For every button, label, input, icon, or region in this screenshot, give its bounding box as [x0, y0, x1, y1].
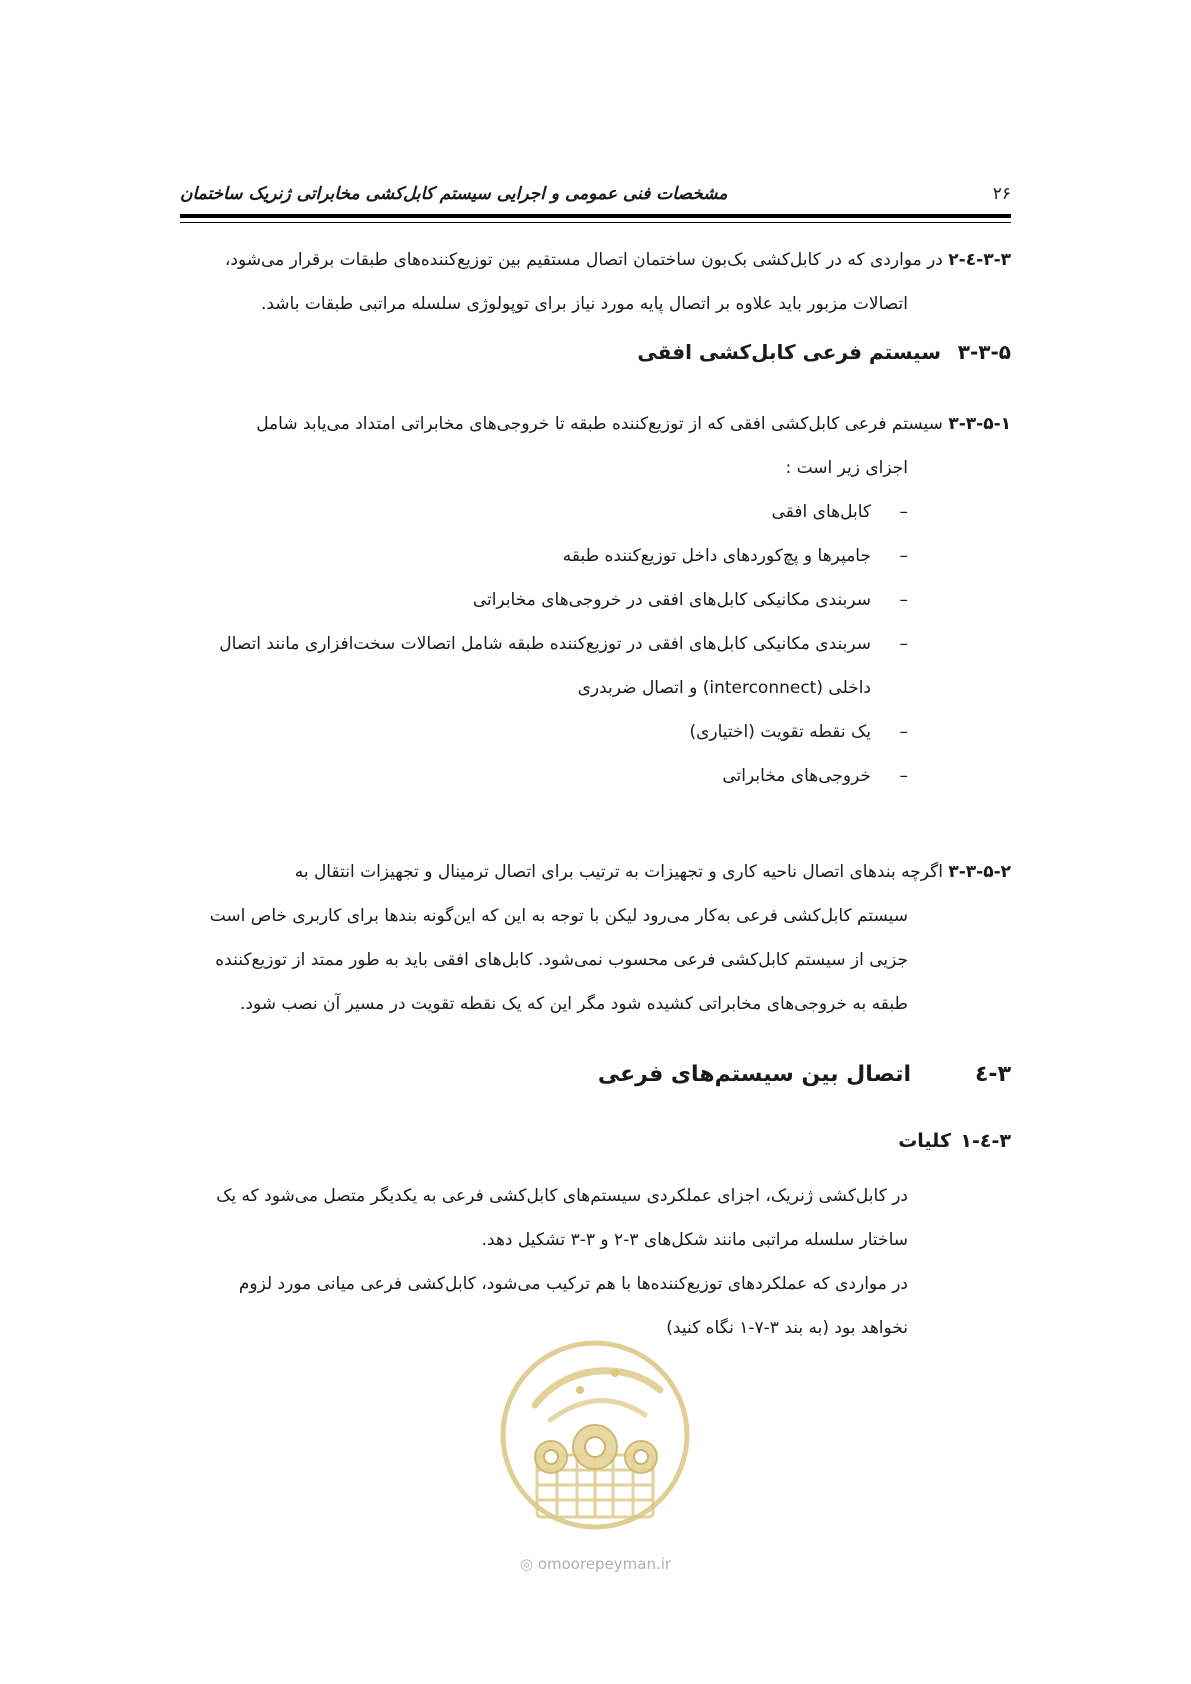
- dash-bullet: –: [899, 634, 908, 654]
- section-title: کلیات: [898, 1130, 951, 1152]
- list-item: [180, 490, 1011, 534]
- paragraph-general: [180, 1174, 908, 1350]
- paragraph-line: [180, 850, 1011, 894]
- paragraph-line: نخواهد بود (به بند ۳-۷-۱ نگاه کنید): [666, 1318, 908, 1338]
- paragraph-line: اتصالات مزبور باید علاوه بر اتصال پایه مورد نیاز برای توپولوژی سلسله مراتبی طبقات باشد.: [260, 294, 908, 314]
- list-item: [180, 754, 1011, 798]
- list-item-text: جامپرها و پچ‌کوردهای داخل توزیع‌کننده طبقه: [562, 546, 871, 566]
- list-item-text: سربندی مکانیکی کابل‌های افقی در خروجی‌های مخابراتی: [472, 590, 871, 610]
- page-header: [180, 184, 1011, 214]
- paragraph-text: سیستم فرعی کابل‌کشی افقی که از توزیع‌کننده طبقه تا خروجی‌های مخابراتی امتداد می‌یابد شامل: [256, 414, 949, 434]
- list-item: [180, 710, 1011, 754]
- watermark-logo: [495, 1335, 695, 1535]
- paragraph-line: اجزای زیر است :: [785, 458, 908, 478]
- list-item-text: داخلی (: [816, 678, 871, 698]
- paragraph-line: [180, 238, 1011, 282]
- list-item: [180, 622, 1011, 710]
- paragraph-3-3-4-2: [180, 238, 1011, 326]
- clause-number: ۳-۳-۵-۱: [948, 414, 1011, 434]
- paragraph-3-3-5-1: [180, 402, 1011, 798]
- list-item-text: خروجی‌های مخابراتی: [722, 766, 871, 786]
- list-item-text: سربندی مکانیکی کابل‌های افقی در توزیع‌کننده طبقه شامل اتصالات سخت‌افزاری مانند اتصال: [219, 634, 871, 654]
- paragraph-3-3-5-2: [180, 850, 1011, 1026]
- list-item-text: یک نقطه تقویت (اختیاری): [689, 722, 871, 742]
- section-number: ۳-٤: [974, 1062, 1011, 1087]
- running-title: مشخصات فنی عمومی و اجرایی سیستم کابل‌کشی مخابراتی ژنریک ساختمان: [180, 184, 728, 204]
- section-title: سیستم فرعی کابل‌کشی افقی: [637, 340, 941, 364]
- header-rule-thick: [180, 214, 1011, 218]
- section-number: ۳-۳-۵: [957, 340, 1011, 364]
- section-heading-3-4-1: [898, 1130, 1011, 1152]
- paragraph-line: سیستم کابل‌کشی فرعی به‌کار می‌رود لیکن با توجه به این که این‌گونه بندها برای کاربری خاص است: [209, 906, 908, 926]
- dash-bullet: –: [899, 590, 908, 610]
- list-item-text: ) و اتصال ضربدری: [577, 678, 710, 698]
- paragraph-line: طبقه به خروجی‌های مخابراتی کشیده شود مگر این که یک نقطه تقویت در مسیر آن نصب شود.: [239, 994, 908, 1014]
- watermark-site: [0, 1555, 1191, 1573]
- dash-bullet: –: [899, 546, 908, 566]
- english-term: interconnect: [709, 678, 817, 698]
- list-item: [180, 534, 1011, 578]
- list-item-text: کابل‌های افقی: [771, 502, 871, 522]
- paragraph-line: [180, 402, 1011, 446]
- paragraph-line: در کابل‌کشی ژنریک، اجزای عملکردی سیستم‌های کابل‌کشی فرعی به یکدیگر متصل می‌شود که یک: [216, 1186, 908, 1206]
- paragraph-text: در مواردی که در کابل‌کشی بک‌بون ساختمان اتصال مستقیم بین توزیع‌کننده‌های طبقات برقرار می‌شود،: [224, 250, 949, 270]
- section-heading-3-3-5: [637, 340, 1011, 364]
- section-heading-3-4: [598, 1062, 1011, 1087]
- paragraph-line: ساختار سلسله مراتبی مانند شکل‌های ۳-۲ و ۳-۳ تشکیل دهد.: [481, 1230, 908, 1250]
- section-number: ۳-٤-۱: [960, 1130, 1011, 1152]
- dash-bullet: –: [899, 502, 908, 522]
- clause-number: ۳-۳-۵-۲: [948, 862, 1011, 882]
- section-title: اتصال بین سیستم‌های فرعی: [597, 1062, 911, 1087]
- clause-number: ۳-۳-٤-۲: [948, 250, 1011, 270]
- paragraph-line: در مواردی که عملکردهای توزیع‌کننده‌ها با هم ترکیب می‌شود، کابل‌کشی فرعی میانی مورد لزوم: [238, 1274, 908, 1294]
- list-item: [180, 578, 1011, 622]
- paragraph-text: اگرچه بندهای اتصال ناحیه کاری و تجهیزات به ترتیب برای اتصال ترمینال و تجهیزات انتقال به: [294, 862, 949, 882]
- dash-bullet: –: [899, 766, 908, 786]
- header-rule-thin: [180, 222, 1011, 223]
- dash-bullet: –: [899, 722, 908, 742]
- globe-icon: ◎: [519, 1555, 534, 1573]
- watermark-site-text: omoorepeyman.ir: [537, 1555, 672, 1573]
- component-list: [180, 490, 1011, 798]
- paragraph-line: جزیی از سیستم کابل‌کشی فرعی محسوب نمی‌شود. کابل‌های افقی باید به طور ممتد از توزیع‌کننده: [215, 950, 908, 970]
- page-number: ۲۶: [992, 184, 1011, 204]
